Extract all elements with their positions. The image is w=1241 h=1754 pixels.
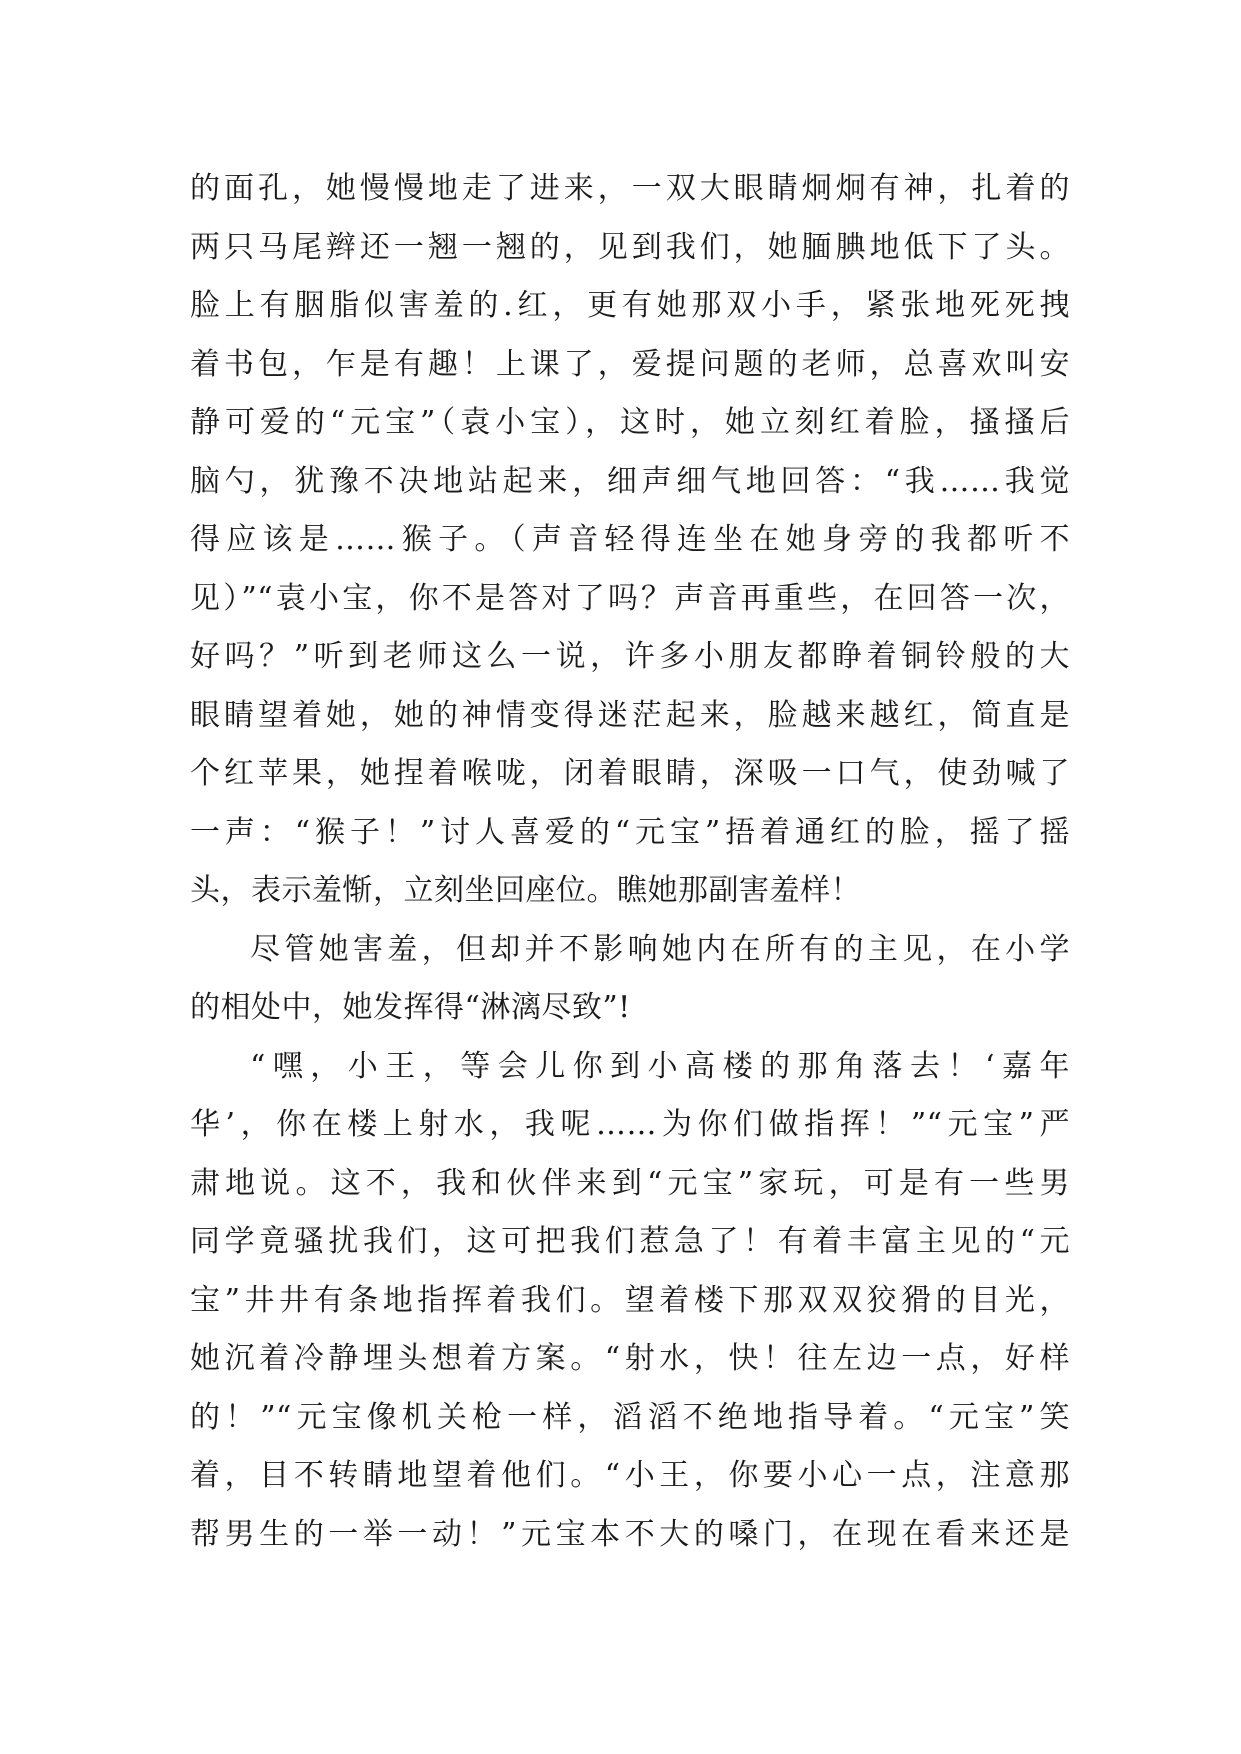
text-line: 的面孔，她慢慢地走了进来，一双大眼睛炯炯有神，扎着的: [190, 171, 1070, 206]
paragraph-start-line: 尽管她害羞，但却并不影响她内在所有的主见，在小学: [250, 931, 1070, 967]
text-line: 好吗？”听到老师这么一说，许多小朋友都睁着铜铃般的大: [190, 639, 1070, 674]
text-line: 一声：“猴子！”讨人喜爱的“元宝”捂着通红的脸，摇了摇: [190, 814, 1070, 850]
document-body: [190, 160, 1070, 1564]
text-line: 个红苹果，她捏着喉咙，闭着眼睛，深吸一口气，使劲喊了: [190, 756, 1070, 791]
text-line: 得应该是……猴子。（声音轻得连坐在她身旁的我都听不: [190, 522, 1070, 557]
text-line: 眼睛望着她，她的神情变得迷茫起来，脸越来越红，简直是: [190, 697, 1070, 733]
text-line: 脑勺，犹豫不决地站起来，细声细气地回答：“我……我觉: [190, 463, 1070, 499]
text-line: 见）”“袁小宝，你不是答对了吗？声音再重些，在回答一次，: [190, 580, 1070, 616]
text-line: 帮男生的一举一动！”元宝本不大的嗓门，在现在看来还是: [190, 1516, 1070, 1552]
text-line: 同学竟骚扰我们，这可把我们惹急了！有着丰富主见的“元: [190, 1224, 1070, 1259]
text-line: 的！”“元宝像机关枪一样，滔滔不绝地指导着。“元宝”笑: [190, 1399, 1070, 1435]
text-line: 两只马尾辫还一翘一翘的，见到我们，她腼腆地低下了头。: [190, 229, 1070, 265]
text-line: 着，目不转睛地望着他们。“小王，你要小心一点，注意那: [190, 1458, 1070, 1493]
paragraph-end-line: 的相处中，她发挥得“淋漓尽致”!: [190, 990, 631, 1025]
text-line: 肃地说。这不，我和伙伴来到“元宝”家玩，可是有一些男: [190, 1165, 1070, 1201]
text-line: 宝”井井有条地指挥着我们。望着楼下那双双狡猾的目光，: [190, 1282, 1070, 1318]
paragraph-end-line: 头，表示羞惭，立刻坐回座位。瞧她那副害羞样！: [190, 873, 861, 908]
paragraph-start-line: “嘿，小王，等会儿你到小高楼的那角落去！‘嘉年: [250, 1048, 1070, 1084]
text-line: 静可爱的“元宝”（袁小宝），这时，她立刻红着脸，搔搔后: [190, 405, 1070, 440]
text-line: 脸上有胭脂似害羞的.红，更有她那双小手，紧张地死死拽: [190, 288, 1070, 323]
text-line: 她沉着冷静埋头想着方案。“射水，快！往左边一点，好样: [190, 1341, 1070, 1376]
text-line: 华’，你在楼上射水，我呢……为你们做指挥！”“元宝”严: [190, 1107, 1070, 1142]
text-line: 着书包，乍是有趣！上课了，爱提问题的老师，总喜欢叫安: [190, 346, 1070, 382]
